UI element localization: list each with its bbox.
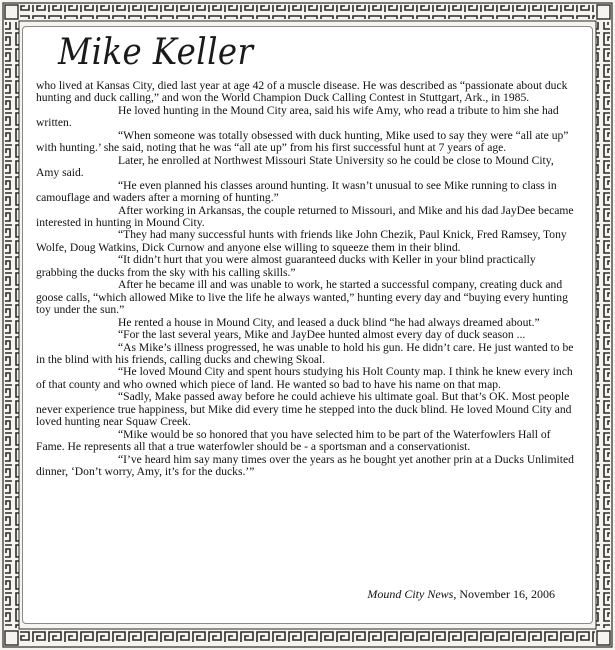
- paragraph: He loved hunting in the Mound City area, said his wife Amy, who read a tribute to him she had written.: [36, 103, 559, 130]
- paragraph: who lived at Kansas City, died last year at age 42 of a muscle disease. He was described as “passionate about duck hunting and duck calling,” and won the World Champion Duck Calling Contest in Stuttgart, Ark., in 1985.: [36, 79, 568, 105]
- paragraph: “He loved Mound City and spent hours studying his Holt County map. I think he knew every inch of that county and who owned which piece of land. He wanted so bad to have his name on that map.: [36, 365, 573, 391]
- paragraph: Later, he enrolled at Northwest Missouri State University so he could be close to Mound City, Amy said.: [36, 153, 554, 180]
- paragraph: “Sadly, Make passed away before he could achieve his ultimate goal. But that’s OK. Most people never experience true happiness, but Mike did every time he stepped into the duck blind. He loved Mound City and loved hunting near Squaw Creek.: [36, 390, 572, 429]
- paragraph: “When someone was totally obsessed with duck hunting, Mike used to say they were “all ate up” with hunting.’ she said, noting that he was “all ate up” from his first successful hunt at 7 years of age.: [36, 128, 569, 155]
- paragraph: “It didn’t hurt that you were almost guaranteed ducks with Keller in your blind practically grabbing the ducks from the sky with his calling skills.”: [36, 253, 536, 279]
- paragraph: “He even planned his classes around hunting. It wasn’t unusual to see Mike running to class in camouflage and waders after a morning of hunting.”: [36, 178, 557, 205]
- source-citation: [367, 587, 555, 602]
- paragraph: After working in Arkansas, the couple returned to Missouri, and Mike and his dad JayDee became interested in hunting in Mound City.: [36, 203, 574, 229]
- publication-name: Mound City News: [367, 587, 454, 601]
- paragraph: “Mike would be so honored that you have selected him to be part of the Waterfowlers Hall of Fame. He represents all that a true waterfowler should be - a sportsman and a conservationist.: [36, 427, 551, 454]
- paragraph: He rented a house in Mound City, and leased a duck blind “he had always dreamed about.”: [118, 315, 540, 329]
- paragraph: “For the last several years, Mike and JayDee hunted almost every day of duck season ...: [118, 328, 526, 342]
- paragraph: After he became ill and was unable to work, he started a successful company, creating duck and goose calls, “which allowed Mike to live the life he always wanted,” hunting every day and “buying every hunting toy under the sun.”: [36, 278, 568, 317]
- paragraph: “As Mike’s illness progressed, he was unable to hold his gun. He didn’t care. He just wanted to be in the blind with his friends, calling ducks and chewing Skoal.: [36, 340, 574, 366]
- page-title: Mike Keller: [58, 32, 254, 73]
- publication-date: , November 16, 2006: [453, 587, 555, 601]
- paragraph: “I’ve heard him say many times over the years as he bought yet another prin at a Ducks Unlimited dinner, ‘Don’t worry, Amy, it’s for the ducks.’”: [36, 452, 574, 479]
- article-body: [36, 80, 576, 479]
- paragraph: “They had many successful hunts with friends like John Chezik, Paul Knick, Fred Ramsey, Tony Wolfe, Doug Watkins, Dick Curnow and anyone else willing to squeeze them in their blind.: [36, 228, 567, 254]
